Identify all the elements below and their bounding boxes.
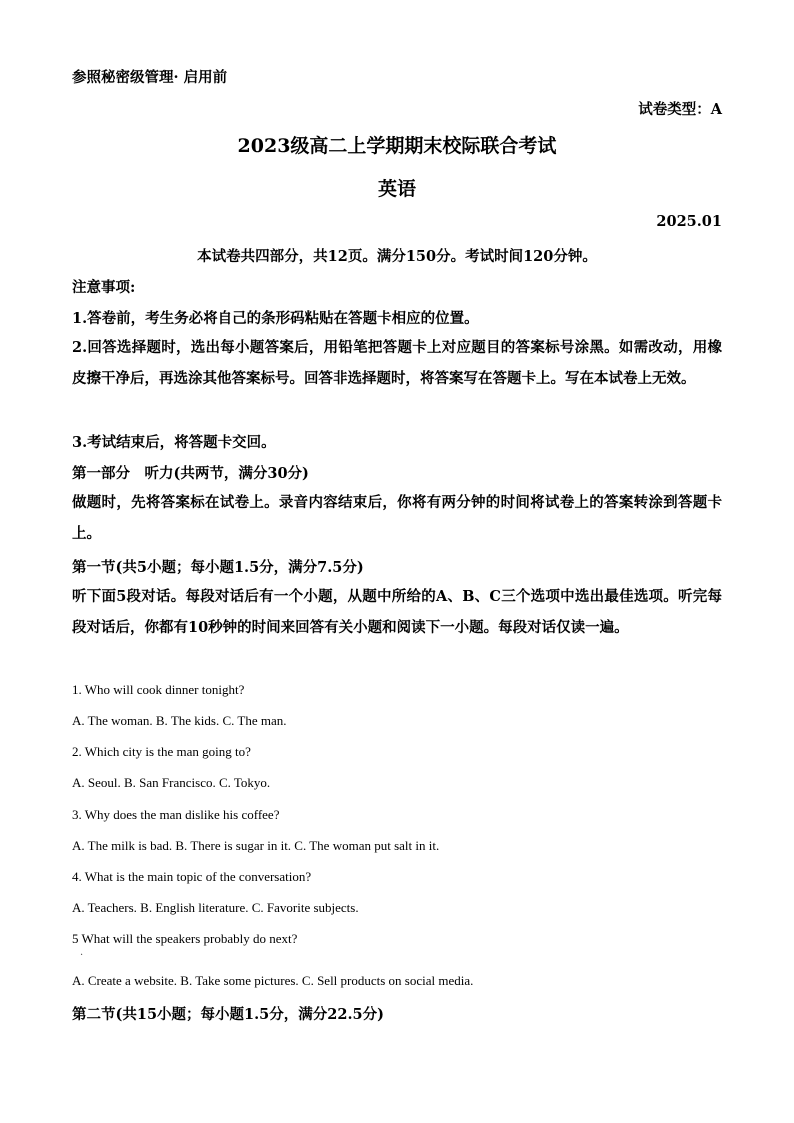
- question-4-options: A. Teachers. B. English literature. C. Favorite subjects.: [72, 900, 359, 915]
- paper-type-label: 试卷类型：A: [638, 101, 722, 118]
- section1-instruction: 听下面5段对话。每段对话后有一个小题，从题中所给的A、B、C三个选项中选出最佳选项。听完每段对话后，你都有10秒钟的时间来回答有关小题和阅读下一小题。每段对话仅读一遍。: [72, 588, 722, 636]
- exam-date: 2025.01: [656, 213, 722, 230]
- exam-title: 2023级高二上学期期末校际联合考试: [237, 135, 557, 157]
- notes-item-3: 3.考试结束后，将答题卡交回。: [72, 434, 276, 451]
- question-2-options: A. Seoul. B. San Francisco. C. Tokyo.: [72, 775, 271, 790]
- notes-heading: 注意事项:: [72, 279, 136, 296]
- section2-heading: 第二节(共15小题；每小题1.5分，满分22.5分): [72, 1006, 384, 1023]
- question-2: 2. Which city is the man going to?: [72, 744, 251, 759]
- question-5-options: A. Create a website. B. Take some pictures. C. Sell products on social media.: [72, 973, 474, 988]
- confidential-label: 参照秘密级管理· 启用前: [72, 69, 228, 86]
- subject-title: 英语: [377, 178, 416, 200]
- question-1: 1. Who will cook dinner tonight?: [72, 682, 245, 697]
- stray-dot: ·: [80, 950, 84, 961]
- notes-item-2: 2.回答选择题时，选出每小题答案后，用铅笔把答题卡上对应题目的答案标号涂黑。如需改动，用橡皮擦干净后，再选涂其他答案标号。回答非选择题时，将答案写在答题卡上。写在本试卷上无效。: [72, 339, 722, 387]
- section1-heading: 第一节(共5小题；每小题1.5分，满分7.5分): [72, 559, 364, 576]
- question-4: 4. What is the main topic of the conversation?: [72, 869, 312, 884]
- question-1-options: A. The woman. B. The kids. C. The man.: [72, 713, 287, 728]
- question-3: 3. Why does the man dislike his coffee?: [72, 807, 280, 822]
- question-3-options: A. The milk is bad. B. There is sugar in it. C. The woman put salt in it.: [72, 838, 440, 853]
- notes-item-1: 1.答卷前，考生务必将自己的条形码粘贴在答题卡相应的位置。: [72, 310, 479, 327]
- part1-heading: 第一部分 听力(共两节，满分30分): [72, 465, 309, 482]
- question-5: 5 What will the speakers probably do next?: [72, 931, 298, 946]
- exam-info: 本试卷共四部分，共12页。满分150分。考试时间120分钟。: [197, 248, 597, 265]
- part1-instruction: 做题时，先将答案标在试卷上。录音内容结束后，你将有两分钟的时间将试卷上的答案转涂到答题卡上。: [72, 494, 722, 542]
